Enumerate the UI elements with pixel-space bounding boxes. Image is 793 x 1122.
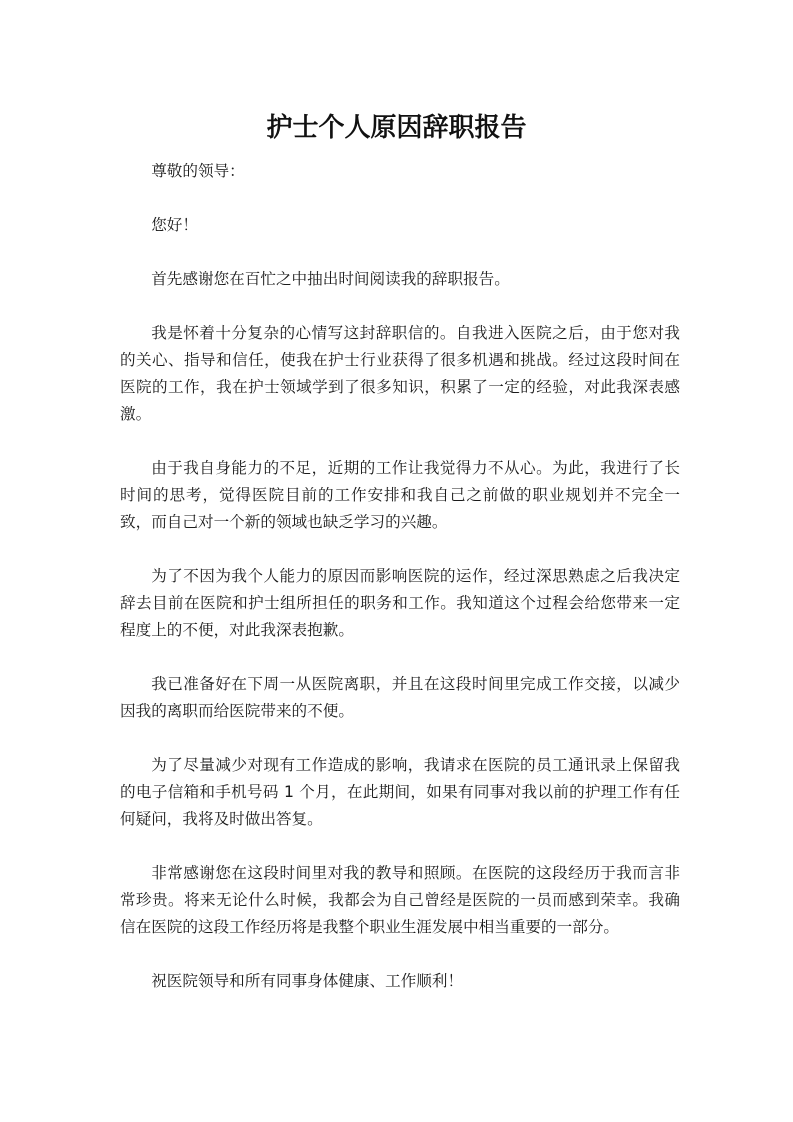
body-paragraph: 我已准备好在下周一从医院离职，并且在这段时间里完成工作交接，以减少因我的离职而给医院带来的不便。 bbox=[120, 675, 680, 720]
document-body bbox=[120, 158, 680, 1022]
closing-wish: 祝医院领导和所有同事身体健康、工作顺利！ bbox=[151, 972, 464, 990]
body-paragraph: 非常感谢您在这段时间里对我的教导和照顾。在医院的这段经历于我而言非常珍贵。将来无论什么时候，我都会为自己曾经是医院的一员而感到荣幸。我确信在医院的这段工作经历将是我整个职业生涯发展中相当重要的一部分。 bbox=[120, 864, 680, 936]
body-paragraph: 为了不因为我个人能力的原因而影响医院的运作，经过深思熟虑之后我决定辞去目前在医院和护士组所担任的职务和工作。我知道这个过程会给您带来一定程度上的不便，对此我深表抱歉。 bbox=[120, 567, 680, 639]
document-title: 护士个人原因辞职报告 bbox=[266, 113, 527, 143]
body-paragraph: 为了尽量减少对现有工作造成的影响，我请求在医院的员工通讯录上保留我的电子信箱和手机号码 1 个月，在此期间，如果有同事对我以前的护理工作有任何疑问，我将及时做出答复。 bbox=[120, 756, 680, 828]
body-paragraph: 首先感谢您在百忙之中抽出时间阅读我的辞职报告。 bbox=[151, 270, 510, 288]
body-paragraph: 我是怀着十分复杂的心情写这封辞职信的。自我进入医院之后，由于您对我的关心、指导和信任，使我在护士行业获得了很多机遇和挑战。经过这段时间在医院的工作，我在护士领域学到了很多知识，积累了一定的经验，对此我深表感激。 bbox=[120, 324, 680, 423]
greeting: 您好！ bbox=[151, 216, 198, 234]
salutation: 尊敬的领导： bbox=[151, 162, 245, 180]
body-paragraph: 由于我自身能力的不足，近期的工作让我觉得力不从心。为此，我进行了长时间的思考，觉得医院目前的工作安排和我自己之前做的职业规划并不完全一致，而自己对一个新的领域也缺乏学习的兴趣。 bbox=[120, 459, 680, 531]
